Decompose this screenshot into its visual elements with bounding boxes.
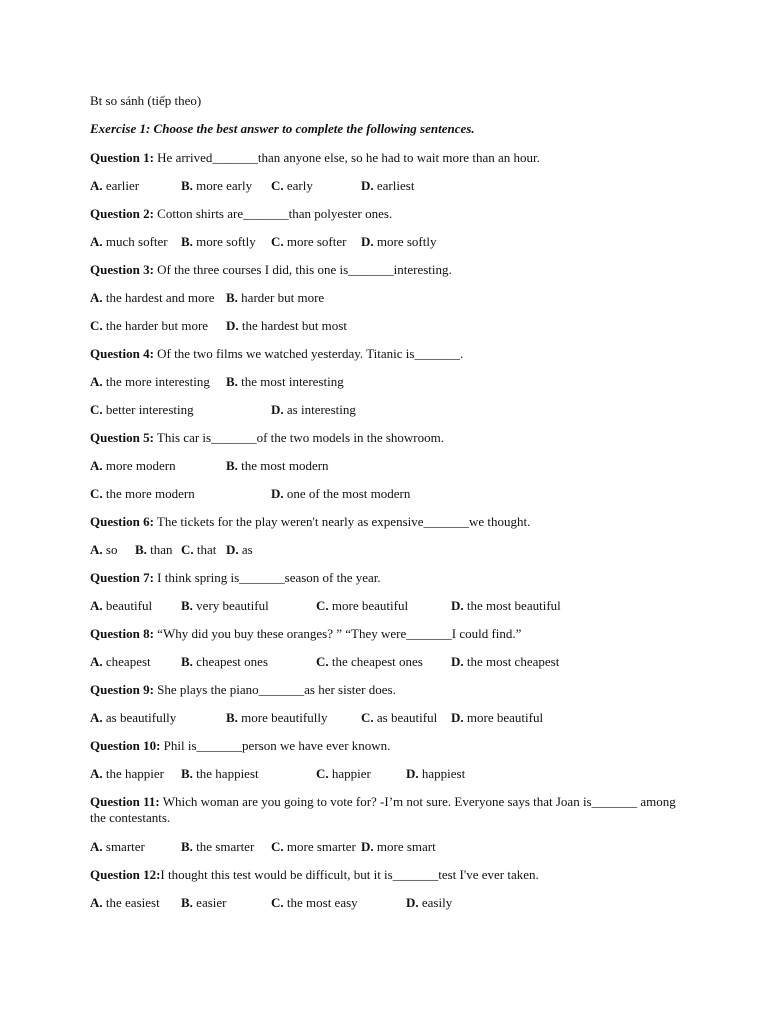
option-b: B. the most modern: [226, 458, 329, 473]
option-d: D. the hardest but most: [226, 318, 347, 333]
option-c: C. more beautiful: [316, 598, 409, 613]
question-label: Question 6:: [90, 514, 154, 529]
option-c: C. more smarter: [271, 839, 356, 854]
option-a: A. beautiful: [90, 598, 153, 613]
question-12: [90, 867, 539, 883]
question-7: [90, 570, 381, 586]
option-d: D. more softly: [361, 234, 437, 249]
question-label: Question 10:: [90, 738, 161, 753]
option-a: A. the more interesting: [90, 374, 210, 389]
question-text: I think spring is_______season of the year.: [153, 570, 381, 585]
question-text: She plays the piano_______as her sister does.: [153, 682, 396, 697]
question-text: Which woman are you going to vote for? -I’m not sure. Everyone says that Joan is_______ among the contestants.: [90, 794, 676, 825]
option-b: B. the most interesting: [226, 374, 344, 389]
question-text: The tickets for the play weren't nearly as expensive_______we thought.: [153, 514, 531, 529]
option-c: C. more softer: [271, 234, 347, 249]
option-a: A. as beautifully: [90, 710, 177, 725]
option-b: B. more beautifully: [226, 710, 328, 725]
option-d: D. earliest: [361, 178, 415, 193]
option-c: C. the cheapest ones: [316, 654, 423, 669]
option-d: D. one of the most modern: [271, 486, 411, 501]
option-a: A. the hardest and more: [90, 290, 215, 305]
option-a: A. cheapest: [90, 654, 151, 669]
option-a: A. earlier: [90, 178, 140, 193]
option-c: C. happier: [316, 766, 371, 781]
option-a: A. much softer: [90, 234, 168, 249]
option-c: C. the more modern: [90, 486, 195, 501]
option-b: B. the smarter: [181, 839, 255, 854]
question-text: This car is_______of the two models in the showroom.: [153, 430, 444, 445]
option-b: B. easier: [181, 895, 227, 910]
document-title: Bt so sánh (tiếp theo): [90, 93, 202, 108]
option-b: B. the happiest: [181, 766, 259, 781]
option-a: A. the easiest: [90, 895, 160, 910]
question-label: Question 3:: [90, 262, 154, 277]
option-d: D. happiest: [406, 766, 466, 781]
question-6: [90, 514, 530, 530]
option-a: A. so: [90, 542, 118, 557]
question-10: [90, 738, 390, 754]
question-11: [90, 794, 680, 826]
question-label: Question 7:: [90, 570, 154, 585]
question-2: [90, 206, 392, 222]
question-label: Question 5:: [90, 430, 154, 445]
exercise-heading: Exercise 1: Choose the best answer to complete the following sentences.: [90, 121, 475, 136]
option-b: B. very beautiful: [181, 598, 269, 613]
question-8: [90, 626, 521, 642]
option-d: D. more smart: [361, 839, 436, 854]
question-text: Of the three courses I did, this one is_______interesting.: [153, 262, 452, 277]
question-text: Phil is_______person we have ever known.: [160, 738, 391, 753]
option-c: C. the harder but more: [90, 318, 209, 333]
option-b: B. harder but more: [226, 290, 325, 305]
option-a: A. more modern: [90, 458, 176, 473]
option-d: D. the most cheapest: [451, 654, 560, 669]
question-text: He arrived_______than anyone else, so he had to wait more than an hour.: [153, 150, 540, 165]
option-d: D. as interesting: [271, 402, 356, 417]
option-d: D. easily: [406, 895, 453, 910]
option-c: C. as beautiful: [361, 710, 438, 725]
option-c: C. early: [271, 178, 313, 193]
question-5: [90, 430, 444, 446]
option-c: C. that: [181, 542, 217, 557]
option-c: C. the most easy: [271, 895, 358, 910]
question-3: [90, 262, 452, 278]
option-d: D. the most beautiful: [451, 598, 561, 613]
question-text: Cotton shirts are_______than polyester ones.: [153, 206, 393, 221]
question-label: Question 12:: [90, 867, 161, 882]
option-b: B. more softly: [181, 234, 256, 249]
question-4: [90, 346, 463, 362]
option-c: C. better interesting: [90, 402, 194, 417]
question-9: [90, 682, 396, 698]
question-1: [90, 150, 540, 166]
option-a: A. smarter: [90, 839, 145, 854]
option-d: D. as: [226, 542, 253, 557]
question-label: Question 4:: [90, 346, 154, 361]
question-text: “Why did you buy these oranges? ” “They were_______I could find.”: [153, 626, 522, 641]
question-label: Question 8:: [90, 626, 154, 641]
option-b: B. than: [135, 542, 173, 557]
question-text: I thought this test would be difficult, but it is_______test I've ever taken.: [160, 867, 539, 882]
option-b: B. cheapest ones: [181, 654, 269, 669]
question-text: Of the two films we watched yesterday. Titanic is_______.: [153, 346, 464, 361]
question-label: Question 2:: [90, 206, 154, 221]
question-label: Question 1:: [90, 150, 154, 165]
option-d: D. more beautiful: [451, 710, 544, 725]
option-b: B. more early: [181, 178, 253, 193]
question-label: Question 9:: [90, 682, 154, 697]
option-a: A. the happier: [90, 766, 165, 781]
question-label: Question 11:: [90, 794, 160, 809]
